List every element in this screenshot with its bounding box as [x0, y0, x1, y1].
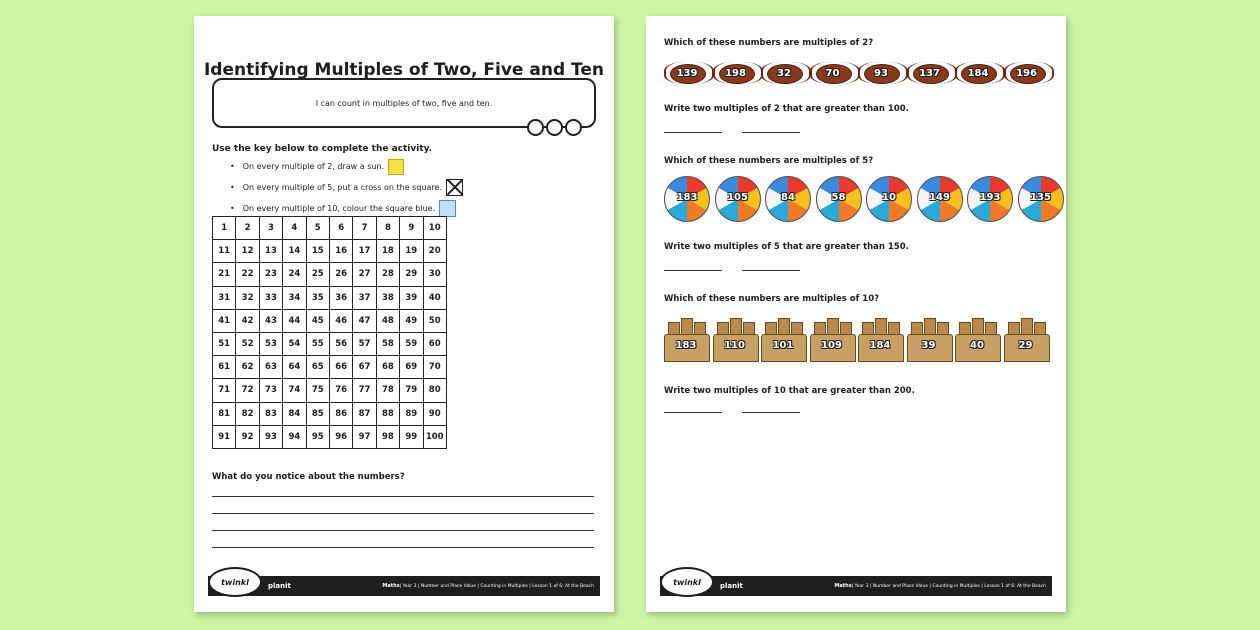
- grid-cell[interactable]: 88: [376, 402, 399, 425]
- grid-cell[interactable]: 28: [376, 263, 399, 286]
- grid-cell[interactable]: 4: [283, 217, 306, 240]
- number-label: 184: [967, 67, 989, 79]
- key-item-multiple-2: • On every multiple of 2, draw a sun.: [230, 156, 463, 177]
- grid-cell[interactable]: 83: [259, 402, 282, 425]
- sandcastle-icon[interactable]: [713, 320, 757, 362]
- number-label: 101: [772, 340, 794, 351]
- answer-blank[interactable]: [742, 132, 800, 133]
- grid-cell[interactable]: 16: [329, 240, 352, 263]
- number-label: 183: [676, 192, 698, 203]
- grid-cell[interactable]: 71: [213, 379, 236, 402]
- beach-ball-icon[interactable]: [765, 176, 811, 222]
- grid-cell[interactable]: 99: [400, 425, 423, 448]
- number-label: 70: [825, 67, 840, 79]
- grid-cell[interactable]: 41: [213, 309, 236, 332]
- answer-blank[interactable]: [664, 412, 722, 413]
- number-label: 29: [1018, 340, 1033, 351]
- sandcastle-icon[interactable]: [907, 320, 951, 362]
- grid-cell[interactable]: 15: [306, 240, 329, 263]
- sandcastle-icon[interactable]: [664, 320, 708, 362]
- grid-cell[interactable]: 27: [353, 263, 376, 286]
- sandcastle-icon[interactable]: [761, 320, 805, 362]
- grid-row: [213, 425, 447, 448]
- grid-cell[interactable]: 68: [376, 356, 399, 379]
- grid-cell[interactable]: 24: [283, 263, 306, 286]
- beach-ball-icon[interactable]: [1018, 176, 1064, 222]
- grid-cell[interactable]: 6: [329, 217, 352, 240]
- grid-cell[interactable]: 42: [236, 309, 259, 332]
- grid-row: [213, 379, 447, 402]
- grid-cell[interactable]: 50: [423, 309, 446, 332]
- page-title: Identifying Multiples of Two, Five and Ten: [203, 60, 605, 80]
- number-label: 109: [821, 340, 842, 351]
- worksheet-page-2: [646, 16, 1066, 612]
- answer-blank[interactable]: [742, 270, 800, 271]
- grid-cell[interactable]: 74: [283, 379, 306, 402]
- grid-cell[interactable]: 7: [353, 217, 376, 240]
- grid-cell[interactable]: 44: [283, 309, 306, 332]
- grid-cell[interactable]: 58: [376, 332, 399, 355]
- grid-cell[interactable]: 59: [400, 332, 423, 355]
- grid-cell[interactable]: 33: [259, 286, 282, 309]
- grid-cell[interactable]: 60: [423, 332, 446, 355]
- grid-cell[interactable]: 12: [236, 240, 259, 263]
- grid-cell[interactable]: 32: [236, 286, 259, 309]
- grid-cell[interactable]: 1: [213, 217, 236, 240]
- grid-cell[interactable]: 89: [400, 402, 423, 425]
- question-multiples-5: Which of these numbers are multiples of 5?: [664, 156, 874, 166]
- grid-cell[interactable]: 2: [236, 217, 259, 240]
- grid-cell[interactable]: 37: [353, 286, 376, 309]
- grid-cell[interactable]: 62: [236, 356, 259, 379]
- twinkl-logo: twinkl: [208, 567, 262, 597]
- sandcastle-icon[interactable]: [810, 320, 854, 362]
- grid-cell[interactable]: 75: [306, 379, 329, 402]
- sandcastle-row: [664, 320, 1052, 362]
- grid-cell[interactable]: 72: [236, 379, 259, 402]
- crab-icon[interactable]: [810, 58, 856, 88]
- sandcastle-icon[interactable]: [858, 320, 902, 362]
- grid-cell[interactable]: 52: [236, 332, 259, 355]
- question-multiples-10: Which of these numbers are multiples of 10?: [664, 294, 880, 304]
- crab-icon[interactable]: [955, 58, 1001, 88]
- grid-cell[interactable]: 86: [329, 402, 352, 425]
- key-item-multiple-5: • On every multiple of 5, put a cross on the square.: [230, 177, 463, 198]
- crab-icon[interactable]: [713, 58, 759, 88]
- grid-cell[interactable]: 97: [353, 425, 376, 448]
- grid-cell[interactable]: 87: [353, 402, 376, 425]
- grid-cell[interactable]: 78: [376, 379, 399, 402]
- grid-cell[interactable]: 49: [400, 309, 423, 332]
- grid-cell[interactable]: 64: [283, 356, 306, 379]
- crab-icon[interactable]: [858, 58, 904, 88]
- grid-cell[interactable]: 23: [259, 263, 282, 286]
- grid-cell[interactable]: 95: [306, 425, 329, 448]
- grid-cell[interactable]: 55: [306, 332, 329, 355]
- grid-cell[interactable]: 31: [213, 286, 236, 309]
- grid-cell[interactable]: 67: [353, 356, 376, 379]
- worksheet-page-1: [194, 16, 614, 612]
- grid-cell[interactable]: 84: [283, 402, 306, 425]
- grid-cell[interactable]: 91: [213, 425, 236, 448]
- grid-cell[interactable]: 17: [353, 240, 376, 263]
- beach-ball-icon[interactable]: [816, 176, 862, 222]
- footer-bar: [208, 576, 600, 596]
- write-multiples-2: Write two multiples of 2 that are greater than 100.: [664, 104, 909, 114]
- grid-cell[interactable]: 20: [423, 240, 446, 263]
- number-label: 32: [777, 67, 791, 79]
- beach-ball-icon[interactable]: [866, 176, 912, 222]
- question-multiples-2: Which of these numbers are multiples of 2?: [664, 38, 874, 48]
- grid-row: [213, 286, 447, 309]
- hundred-square-grid: [212, 216, 447, 449]
- grid-cell[interactable]: 100: [423, 425, 446, 448]
- grid-cell[interactable]: 47: [353, 309, 376, 332]
- number-label: 58: [831, 192, 846, 203]
- grid-cell[interactable]: 18: [376, 240, 399, 263]
- key-item-multiple-10: • On every multiple of 10, colour the square blue.: [230, 198, 463, 219]
- grid-cell[interactable]: 45: [306, 309, 329, 332]
- grid-row: [213, 332, 447, 355]
- grid-cell[interactable]: 11: [213, 240, 236, 263]
- crab-icon[interactable]: [761, 58, 807, 88]
- number-label: 10: [882, 192, 896, 203]
- grid-cell[interactable]: 63: [259, 356, 282, 379]
- grid-row: [213, 402, 447, 425]
- crab-row: [664, 58, 1052, 88]
- grid-cell[interactable]: 5: [306, 217, 329, 240]
- sandcastle-icon[interactable]: [955, 320, 999, 362]
- number-label: 139: [676, 67, 698, 79]
- key-list: [230, 156, 463, 219]
- number-label: 183: [675, 340, 697, 351]
- grid-cell[interactable]: 53: [259, 332, 282, 355]
- learning-objective-text: I can count in multiples of two, five and ten.: [315, 98, 493, 108]
- number-label: 93: [874, 67, 888, 79]
- grid-cell[interactable]: 90: [423, 402, 446, 425]
- planit-label: planit: [268, 582, 291, 590]
- twinkl-logo: twinkl: [660, 567, 714, 597]
- number-label: 110: [724, 340, 745, 351]
- grid-cell[interactable]: 22: [236, 263, 259, 286]
- cross-square-icon: [446, 179, 463, 196]
- beach-ball-icon[interactable]: [967, 176, 1013, 222]
- grid-cell[interactable]: 79: [400, 379, 423, 402]
- grid-cell[interactable]: 77: [353, 379, 376, 402]
- grid-cell[interactable]: 61: [213, 356, 236, 379]
- grid-cell[interactable]: 9: [400, 217, 423, 240]
- grid-cell[interactable]: 81: [213, 402, 236, 425]
- grid-cell[interactable]: 8: [376, 217, 399, 240]
- number-label: 84: [781, 192, 795, 203]
- number-label: 105: [727, 192, 748, 203]
- grid-row: [213, 263, 447, 286]
- grid-cell[interactable]: 29: [400, 263, 423, 286]
- notice-question: What do you notice about the numbers?: [212, 472, 405, 482]
- number-label: 198: [725, 67, 746, 79]
- grid-cell[interactable]: 94: [283, 425, 306, 448]
- writing-line[interactable]: [212, 513, 594, 514]
- number-label: 137: [919, 67, 940, 79]
- grid-cell[interactable]: 57: [353, 332, 376, 355]
- grid-cell[interactable]: 48: [376, 309, 399, 332]
- grid-cell[interactable]: 3: [259, 217, 282, 240]
- decorative-circles: [527, 119, 582, 136]
- grid-cell[interactable]: 93: [259, 425, 282, 448]
- grid-cell[interactable]: 65: [306, 356, 329, 379]
- grid-cell[interactable]: 34: [283, 286, 306, 309]
- planit-label: planit: [720, 582, 743, 590]
- answer-blank[interactable]: [664, 270, 722, 271]
- number-label: 196: [1016, 67, 1037, 79]
- number-label: 184: [869, 340, 891, 351]
- grid-cell[interactable]: 39: [400, 286, 423, 309]
- grid-row: [213, 356, 447, 379]
- key-heading: Use the key below to complete the activity.: [212, 144, 433, 154]
- grid-cell[interactable]: 30: [423, 263, 446, 286]
- grid-cell[interactable]: 10: [423, 217, 446, 240]
- crab-icon[interactable]: [664, 58, 710, 88]
- beach-ball-icon[interactable]: [917, 176, 963, 222]
- writing-line[interactable]: [212, 496, 594, 497]
- grid-cell[interactable]: 82: [236, 402, 259, 425]
- blue-square-icon: [439, 200, 456, 217]
- grid-cell[interactable]: 69: [400, 356, 423, 379]
- grid-cell[interactable]: 76: [329, 379, 352, 402]
- answer-blank[interactable]: [664, 132, 722, 133]
- footer-breadcrumb: Maths| Year 3 | Number and Place Value | Counting in Multiples | Lesson 1 of 6: At the Beach: [382, 583, 594, 589]
- grid-cell[interactable]: 56: [329, 332, 352, 355]
- footer-bar: [660, 576, 1052, 596]
- sandcastle-icon[interactable]: [1004, 320, 1048, 362]
- number-label: 149: [929, 192, 950, 203]
- grid-cell[interactable]: 46: [329, 309, 352, 332]
- grid-cell[interactable]: 36: [329, 286, 352, 309]
- grid-cell[interactable]: 19: [400, 240, 423, 263]
- grid-cell[interactable]: 14: [283, 240, 306, 263]
- grid-cell[interactable]: 80: [423, 379, 446, 402]
- answer-blank[interactable]: [742, 412, 800, 413]
- grid-cell[interactable]: 43: [259, 309, 282, 332]
- grid-cell[interactable]: 92: [236, 425, 259, 448]
- grid-row: [213, 240, 447, 263]
- number-label: 135: [1030, 192, 1051, 203]
- grid-cell[interactable]: 70: [423, 356, 446, 379]
- write-multiples-5: Write two multiples of 5 that are greater than 150.: [664, 242, 909, 252]
- write-multiples-10: Write two multiples of 10 that are greater than 200.: [664, 386, 915, 396]
- beach-ball-row: [664, 176, 1068, 222]
- grid-cell[interactable]: 54: [283, 332, 306, 355]
- beach-ball-icon[interactable]: [664, 176, 710, 222]
- number-label: 39: [921, 340, 936, 351]
- grid-cell[interactable]: 21: [213, 263, 236, 286]
- grid-row: [213, 217, 447, 240]
- grid-cell[interactable]: 38: [376, 286, 399, 309]
- grid-cell[interactable]: 51: [213, 332, 236, 355]
- number-label: 193: [979, 192, 1001, 203]
- writing-line[interactable]: [212, 530, 594, 531]
- grid-cell[interactable]: 40: [423, 286, 446, 309]
- beach-ball-icon[interactable]: [715, 176, 761, 222]
- grid-row: [213, 309, 447, 332]
- learning-objective-box: [212, 78, 596, 128]
- grid-cell[interactable]: 25: [306, 263, 329, 286]
- writing-line[interactable]: [212, 547, 594, 548]
- footer-breadcrumb: Maths| Year 3 | Number and Place Value | Counting in Multiples | Lesson 1 of 6: At the Beach: [834, 583, 1046, 589]
- grid-cell[interactable]: 35: [306, 286, 329, 309]
- grid-cell[interactable]: 96: [329, 425, 352, 448]
- grid-cell[interactable]: 26: [329, 263, 352, 286]
- crab-icon[interactable]: [1004, 58, 1050, 88]
- grid-cell[interactable]: 66: [329, 356, 352, 379]
- grid-cell[interactable]: 98: [376, 425, 399, 448]
- sun-icon: [388, 159, 404, 175]
- grid-cell[interactable]: 73: [259, 379, 282, 402]
- crab-icon[interactable]: [907, 58, 953, 88]
- grid-cell[interactable]: 13: [259, 240, 282, 263]
- number-label: 40: [970, 340, 984, 351]
- grid-cell[interactable]: 85: [306, 402, 329, 425]
